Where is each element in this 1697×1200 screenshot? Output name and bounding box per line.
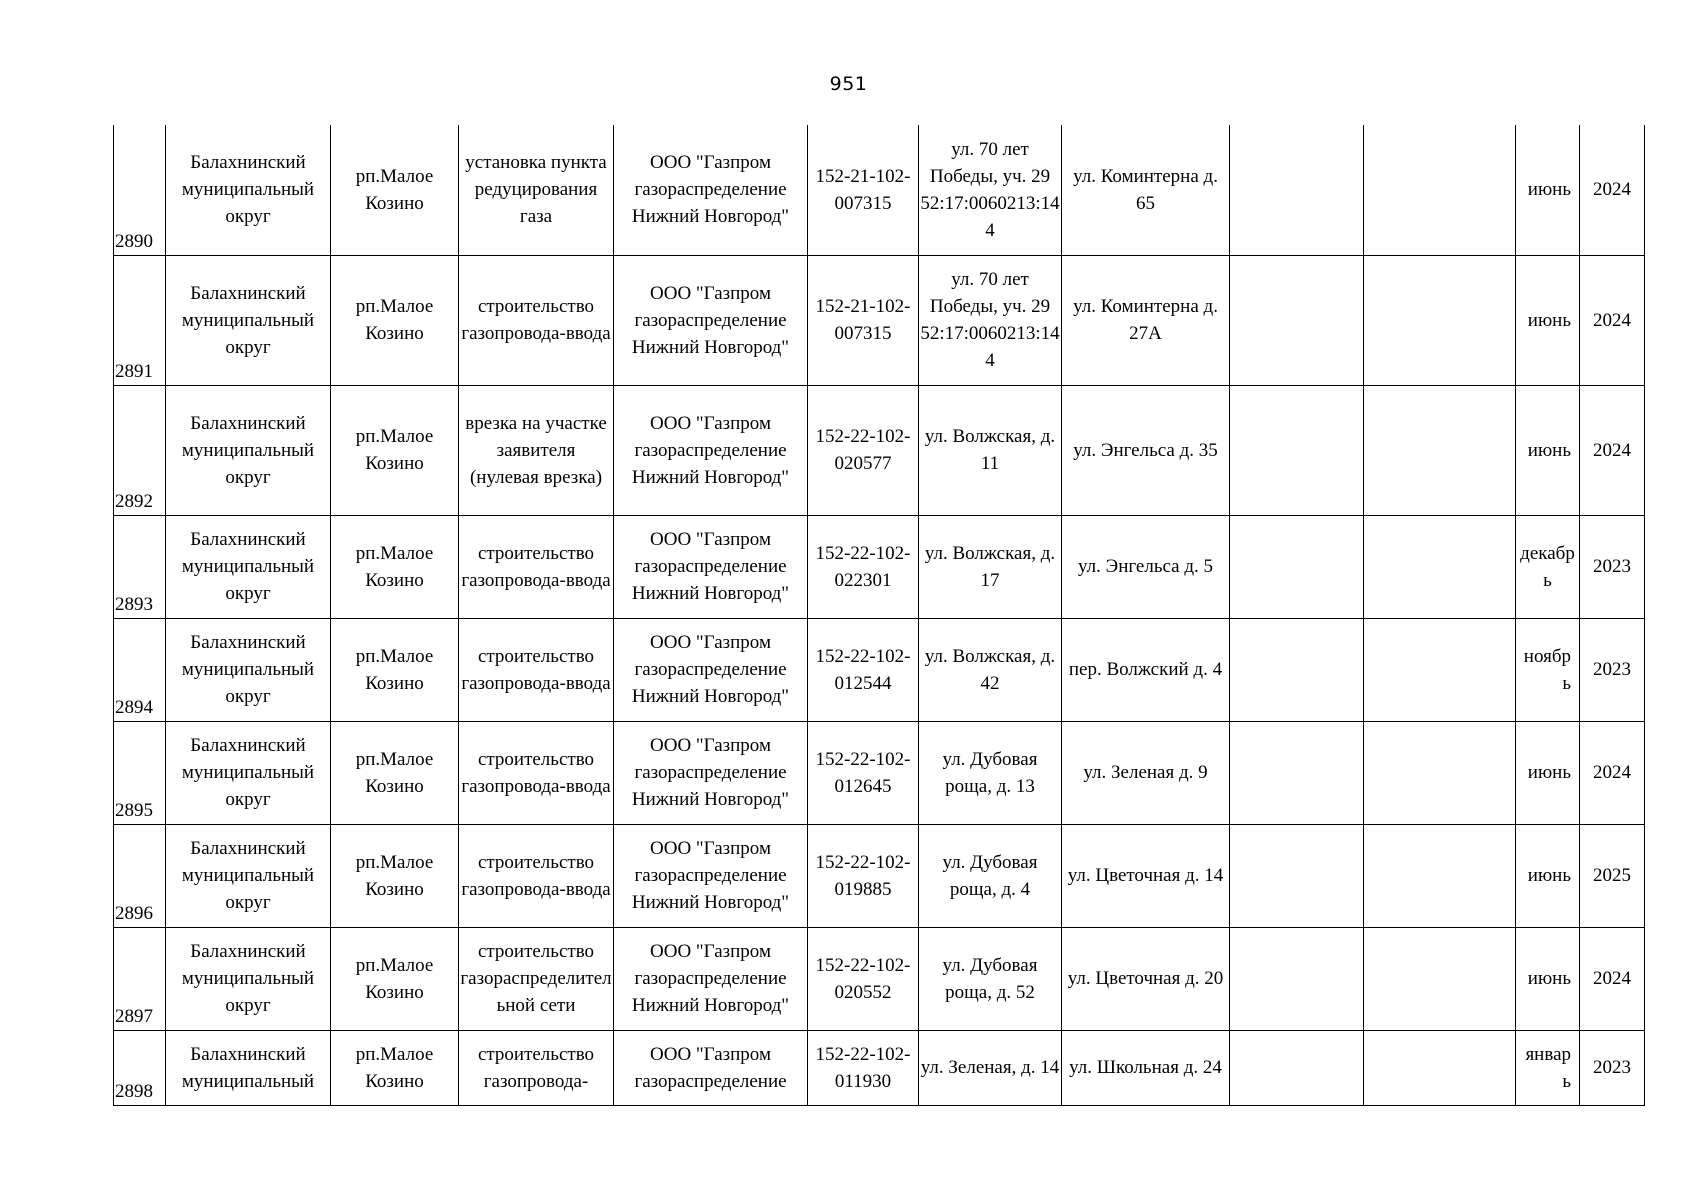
- connection-address-cell: ул. Энгельса д. 5: [1062, 515, 1230, 618]
- application-code-cell: 152-22-102-012645: [808, 721, 919, 824]
- organization-cell: ООО "Газпром газораспределение Нижний Новгород": [614, 125, 808, 255]
- table-row: [114, 125, 1645, 255]
- row-number-cell: 2896: [114, 824, 166, 927]
- table-row: [114, 255, 1645, 385]
- empty-cell: [1364, 618, 1516, 721]
- page-number: 951: [829, 73, 868, 95]
- district-cell: Балахнинский муниципальный округ: [166, 927, 331, 1030]
- year-cell: 2023: [1580, 618, 1645, 721]
- object-address-cell: ул. Волжская, д. 17: [919, 515, 1062, 618]
- application-code-cell: 152-22-102-020552: [808, 927, 919, 1030]
- empty-cell: [1230, 721, 1364, 824]
- district-cell: Балахнинский муниципальный округ: [166, 721, 331, 824]
- work-type-cell: строительство газопровода-ввода: [459, 515, 614, 618]
- row-number-cell: 2893: [114, 515, 166, 618]
- table-row: [114, 721, 1645, 824]
- application-code-cell: 152-21-102-007315: [808, 255, 919, 385]
- settlement-cell: рп.Малое Козино: [331, 618, 459, 721]
- connection-address-cell: ул. Коминтерна д. 65: [1062, 125, 1230, 255]
- application-code-cell: 152-22-102-022301: [808, 515, 919, 618]
- month-cell: декабрь: [1516, 515, 1580, 618]
- application-code-cell: 152-22-102-020577: [808, 385, 919, 515]
- connection-address-cell: ул. Энгельса д. 35: [1062, 385, 1230, 515]
- month-cell: июнь: [1516, 824, 1580, 927]
- work-type-cell: строительство газораспределительной сети: [459, 927, 614, 1030]
- settlement-cell: рп.Малое Козино: [331, 824, 459, 927]
- registry-table: [113, 125, 1645, 1106]
- empty-cell: [1230, 1030, 1364, 1105]
- connection-address-cell: ул. Зеленая д. 9: [1062, 721, 1230, 824]
- empty-cell: [1364, 515, 1516, 618]
- year-cell: 2024: [1580, 927, 1645, 1030]
- month-cell: январь: [1516, 1030, 1580, 1105]
- connection-address-cell: ул. Коминтерна д. 27А: [1062, 255, 1230, 385]
- empty-cell: [1230, 824, 1364, 927]
- work-type-cell: установка пункта редуцирования газа: [459, 125, 614, 255]
- district-cell: Балахнинский муниципальный округ: [166, 515, 331, 618]
- row-number-cell: 2892: [114, 385, 166, 515]
- district-cell: Балахнинский муниципальный округ: [166, 824, 331, 927]
- empty-cell: [1230, 255, 1364, 385]
- organization-cell: ООО "Газпром газораспределение Нижний Новгород": [614, 824, 808, 927]
- table-row: [114, 1030, 1645, 1105]
- organization-cell: ООО "Газпром газораспределение Нижний Новгород": [614, 385, 808, 515]
- organization-cell: ООО "Газпром газораспределение Нижний Новгород": [614, 255, 808, 385]
- work-type-cell: строительство газопровода-ввода: [459, 824, 614, 927]
- empty-cell: [1364, 1030, 1516, 1105]
- object-address-cell: ул. Дубовая роща, д. 13: [919, 721, 1062, 824]
- table-row: [114, 824, 1645, 927]
- row-number-cell: 2890: [114, 125, 166, 255]
- organization-cell: ООО "Газпром газораспределение Нижний Новгород": [614, 927, 808, 1030]
- object-address-cell: ул. Волжская, д. 42: [919, 618, 1062, 721]
- month-cell: июнь: [1516, 927, 1580, 1030]
- district-cell: Балахнинский муниципальный округ: [166, 125, 331, 255]
- work-type-cell: строительство газопровода-: [459, 1030, 614, 1105]
- application-code-cell: 152-22-102-019885: [808, 824, 919, 927]
- organization-cell: ООО "Газпром газораспределение Нижний Новгород": [614, 721, 808, 824]
- year-cell: 2024: [1580, 125, 1645, 255]
- connection-address-cell: ул. Цветочная д. 20: [1062, 927, 1230, 1030]
- district-cell: Балахнинский муниципальный: [166, 1030, 331, 1105]
- empty-cell: [1230, 515, 1364, 618]
- settlement-cell: рп.Малое Козино: [331, 927, 459, 1030]
- district-cell: Балахнинский муниципальный округ: [166, 385, 331, 515]
- row-number-cell: 2895: [114, 721, 166, 824]
- empty-cell: [1364, 824, 1516, 927]
- empty-cell: [1364, 255, 1516, 385]
- organization-cell: ООО "Газпром газораспределение Нижний Новгород": [614, 618, 808, 721]
- object-address-cell: ул. Волжская, д. 11: [919, 385, 1062, 515]
- empty-cell: [1364, 927, 1516, 1030]
- table-row: [114, 927, 1645, 1030]
- empty-cell: [1364, 385, 1516, 515]
- settlement-cell: рп.Малое Козино: [331, 515, 459, 618]
- month-cell: июнь: [1516, 721, 1580, 824]
- row-number-cell: 2891: [114, 255, 166, 385]
- connection-address-cell: ул. Школьная д. 24: [1062, 1030, 1230, 1105]
- empty-cell: [1364, 125, 1516, 255]
- year-cell: 2023: [1580, 515, 1645, 618]
- organization-cell: ООО "Газпром газораспределение: [614, 1030, 808, 1105]
- row-number-cell: 2898: [114, 1030, 166, 1105]
- table-row: [114, 515, 1645, 618]
- settlement-cell: рп.Малое Козино: [331, 1030, 459, 1105]
- month-cell: июнь: [1516, 125, 1580, 255]
- work-type-cell: строительство газопровода-ввода: [459, 255, 614, 385]
- table-row: [114, 385, 1645, 515]
- empty-cell: [1230, 125, 1364, 255]
- year-cell: 2024: [1580, 385, 1645, 515]
- work-type-cell: строительство газопровода-ввода: [459, 618, 614, 721]
- work-type-cell: врезка на участке заявителя (нулевая врезка): [459, 385, 614, 515]
- work-type-cell: строительство газопровода-ввода: [459, 721, 614, 824]
- settlement-cell: рп.Малое Козино: [331, 255, 459, 385]
- object-address-cell: ул. Дубовая роща, д. 4: [919, 824, 1062, 927]
- settlement-cell: рп.Малое Козино: [331, 721, 459, 824]
- district-cell: Балахнинский муниципальный округ: [166, 618, 331, 721]
- empty-cell: [1230, 618, 1364, 721]
- year-cell: 2023: [1580, 1030, 1645, 1105]
- organization-cell: ООО "Газпром газораспределение Нижний Новгород": [614, 515, 808, 618]
- year-cell: 2025: [1580, 824, 1645, 927]
- year-cell: 2024: [1580, 255, 1645, 385]
- object-address-cell: ул. Дубовая роща, д. 52: [919, 927, 1062, 1030]
- object-address-cell: ул. 70 лет Победы, уч. 29 52:17:0060213:144: [919, 125, 1062, 255]
- connection-address-cell: пер. Волжский д. 4: [1062, 618, 1230, 721]
- settlement-cell: рп.Малое Козино: [331, 385, 459, 515]
- empty-cell: [1230, 385, 1364, 515]
- empty-cell: [1364, 721, 1516, 824]
- row-number-cell: 2894: [114, 618, 166, 721]
- month-cell: июнь: [1516, 255, 1580, 385]
- month-cell: ноябрь: [1516, 618, 1580, 721]
- object-address-cell: ул. 70 лет Победы, уч. 29 52:17:0060213:144: [919, 255, 1062, 385]
- connection-address-cell: ул. Цветочная д. 14: [1062, 824, 1230, 927]
- row-number-cell: 2897: [114, 927, 166, 1030]
- empty-cell: [1230, 927, 1364, 1030]
- object-address-cell: ул. Зеленая, д. 14: [919, 1030, 1062, 1105]
- settlement-cell: рп.Малое Козино: [331, 125, 459, 255]
- application-code-cell: 152-22-102-011930: [808, 1030, 919, 1105]
- month-cell: июнь: [1516, 385, 1580, 515]
- table-row: [114, 618, 1645, 721]
- application-code-cell: 152-21-102-007315: [808, 125, 919, 255]
- year-cell: 2024: [1580, 721, 1645, 824]
- application-code-cell: 152-22-102-012544: [808, 618, 919, 721]
- district-cell: Балахнинский муниципальный округ: [166, 255, 331, 385]
